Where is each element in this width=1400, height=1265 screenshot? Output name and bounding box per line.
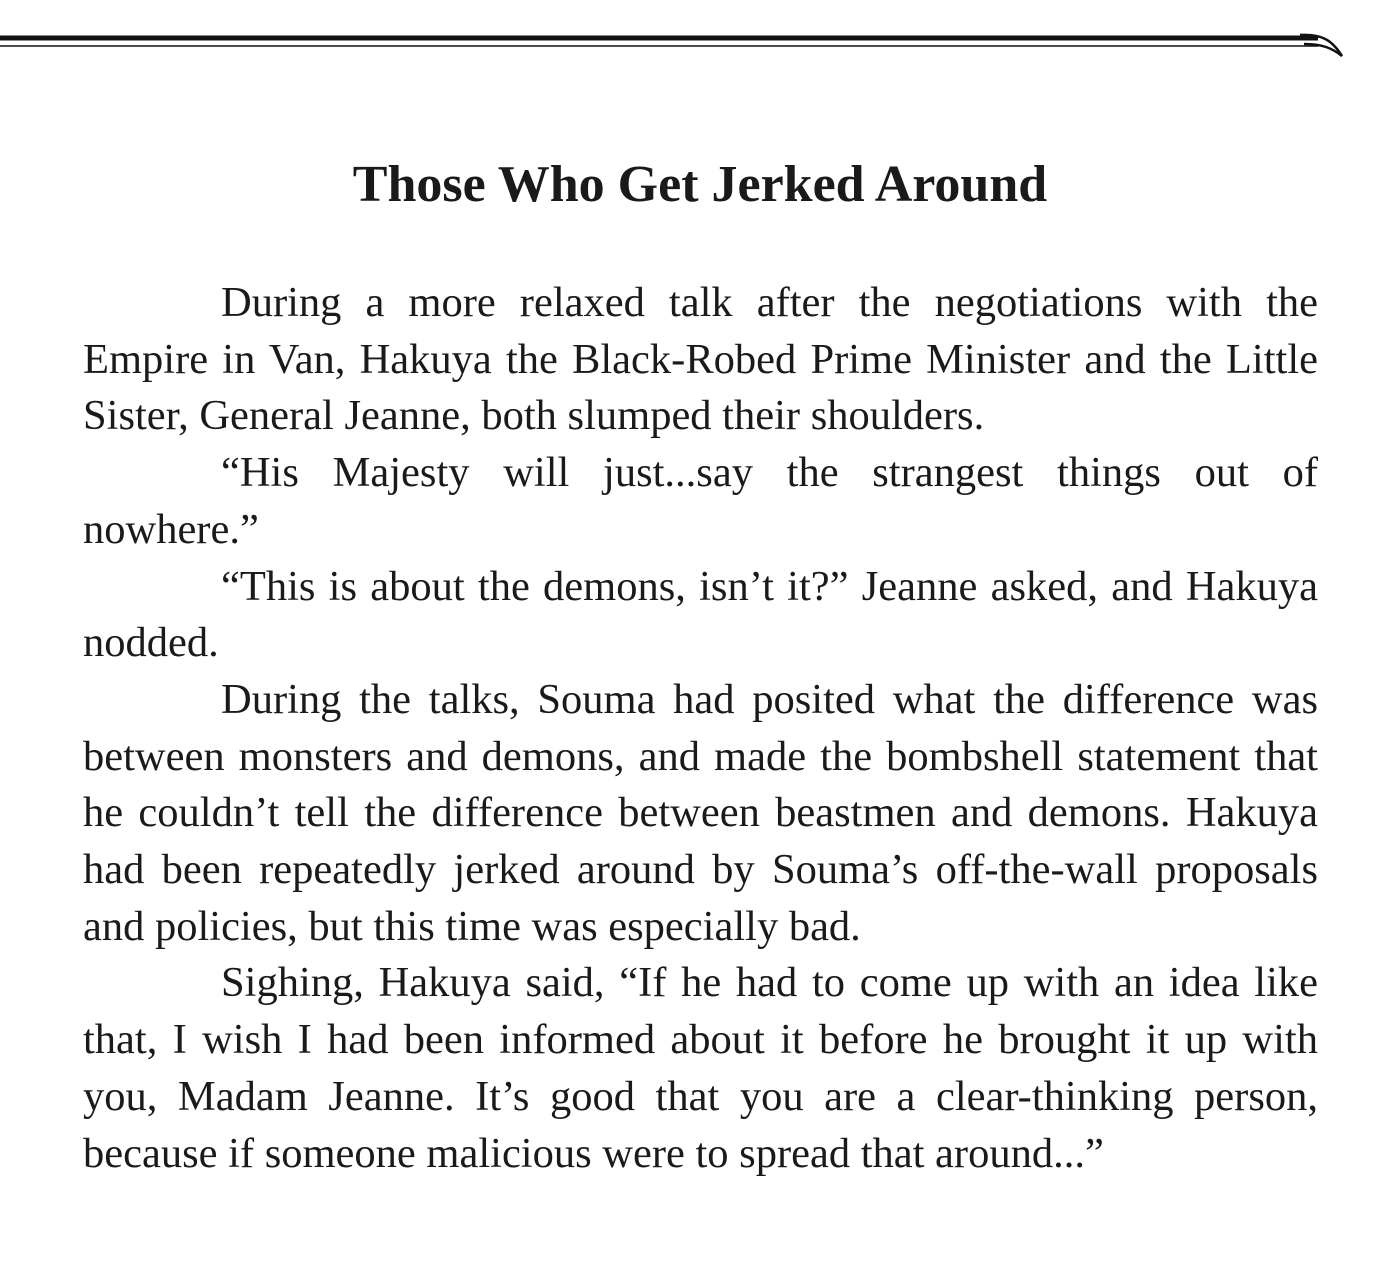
header-ornamental-rule	[0, 26, 1400, 66]
paragraph: Sighing, Hakuya said, “If he had to come up with an idea like that, I wish I had been informed about it before he brought it up with you, Madam Jeanne. It’s good that you are a clear-thinking person, because if someone malicious were to spread that around...”	[83, 959, 1318, 1177]
page-bottom-edge	[0, 1258, 1400, 1265]
paragraph: During the talks, Souma had posited what the difference was between monsters and demons, and made the bombshell statement that he couldn’t tell the difference between beastmen and demons. Hakuya had been repeatedly jerked around by Souma’s off-the-wall proposals and policies, but this time was especially bad.	[83, 675, 1318, 950]
chapter-title: Those Who Get Jerked Around	[352, 156, 1048, 213]
paragraph: “This is about the demons, isn’t it?” Jeanne asked, and Hakuya nodded.	[83, 562, 1318, 667]
paragraph: “His Majesty will just...say the strangest things out of nowhere.”	[83, 449, 1318, 553]
chapter-body	[83, 275, 1318, 1182]
paragraph: During a more relaxed talk after the negotiations with the Empire in Van, Hakuya the Black-Robed Prime Minister and the Little Sister, General Jeanne, both slumped their shoulders.	[83, 279, 1318, 440]
